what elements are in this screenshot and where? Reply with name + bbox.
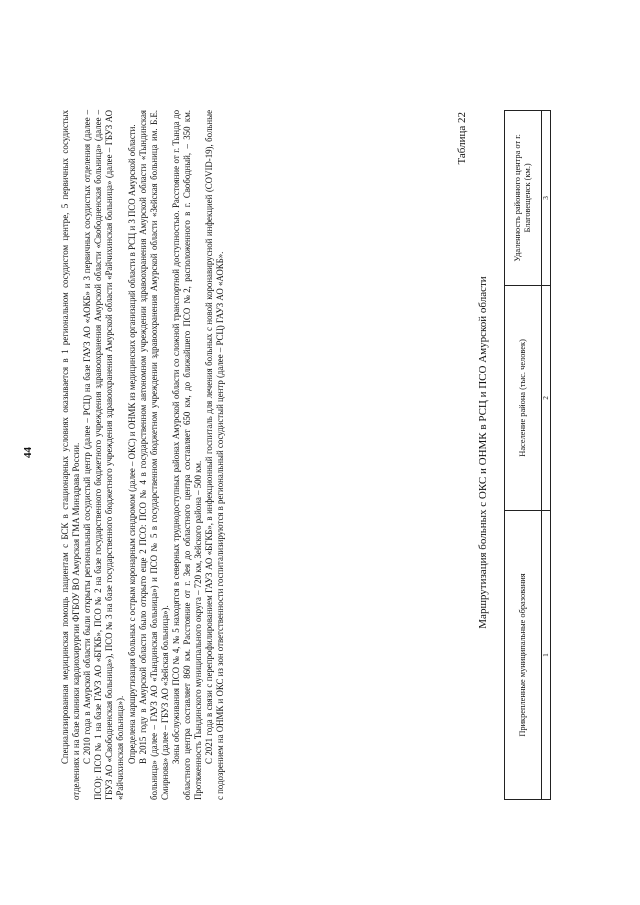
- column-number-cell: 2: [542, 285, 551, 510]
- table-caption: Маршрутизация больных с ОКС и ОНМК в РСЦ и ПСО Амурской области: [477, 276, 489, 629]
- page-number: 44: [22, 447, 34, 458]
- table-label: Таблица 22: [456, 112, 468, 165]
- table-row: [542, 111, 551, 800]
- table-header-row: [505, 111, 542, 800]
- paragraph: Зоны обслуживания ПСО № 4, № 5 находятся в северных труднодоступных районах Амурской области со сложной транспортной доступностью. Расстояние от г. Тында до областного центра составляет 860 км. Расстояние от г. Зея до областного центра составляет 650 км, до ближайшего ПСО №2, расположенного в г. Свободный, – 350 км. Протяженность Тындинского муниципального округа – 720 км, Зейского района – 500 км.: [170, 110, 204, 800]
- paragraph: В 2015 году в Амурской области было открыто еще 2 ПСО: ПСО № 4 в государственном автономном учреждении здравоохранения Амурской области «Тындинская больница» (далее – ГАУЗ АО «Тындинская больница») и ПСО № 5 в государственном бюджетном учреждении здравоохранения Амурской области «Зейская больница им. Б.Е. Смирнова» (далее – ГБУЗ АО «Зейская больница»).: [137, 110, 170, 800]
- table-header-cell: Удаленность районного центра от г. Благовещенск (км.): [505, 111, 542, 286]
- paragraph: С 2010 года в Амурской области были открыты региональный сосудистый центр (далее – РСЦ) на базе ГАУЗ АО «АОКБ» и 3 первичных сосудистых отделения (далее – ПСО): ПСО № 1 на базе ГАУЗ АО «БГКБ», ПСО № 2 на базе государственного бюджетного учреждения здравоохранения Амурской области «Свободненская больница» (далее – ГБУЗ АО «Свободненская больница»), ПСО № 3 на базе государственного бюджетного учреждения здравоохранения Амурской области «Райчихинская больница» (далее – ГБУЗ АО «Райчихинская больница»).: [82, 110, 126, 800]
- body-text: [60, 110, 226, 800]
- paragraph: Специализированная медицинская помощь пациентам с БСК в стационарных условиях оказывается в 1 региональном сосудистом центре, 5 первичных сосудистых отделениях и на базе клиники кардиохирургии ФГБОУ ВО Амурская ГМА Минздрава России.: [60, 110, 82, 800]
- routing-table: [504, 110, 551, 800]
- paragraph: С 2021 года в связи с перепрофилированием ГАУЗ АО «БГКБ», в инфекционный госпиталь для лечения больных с новой коронавирусной инфекцией (COVID-19), больные с подозрением на ОНМК и ОКС из зон ответственности госпитализируются в региональный сосудистый центр (далее – РСЦ) ГАУЗ АО «АОКБ».: [204, 110, 226, 800]
- table-header-cell: Прикрепленные муниципальные образования: [505, 511, 542, 800]
- table-header-cell: Население района (тыс. человек): [505, 285, 542, 510]
- paragraph: Определена маршрутизация больных с острым коронарным синдромом (далее – ОКС) и ОНМК из медицинских организаций области в РСЦ и 3 ПСО Амурской области.: [126, 124, 137, 764]
- column-number-cell: 3: [542, 111, 551, 286]
- column-number-cell: 1: [542, 511, 551, 800]
